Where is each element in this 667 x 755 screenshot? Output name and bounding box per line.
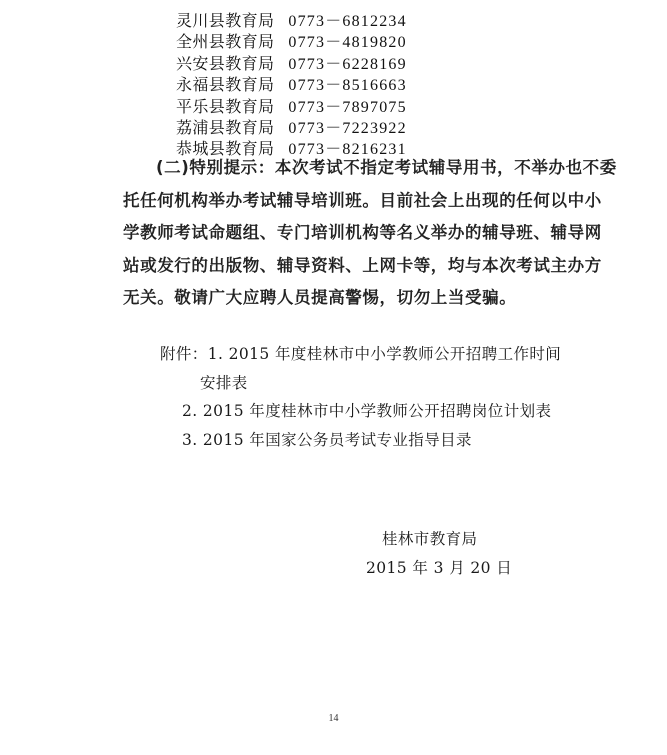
contact-name: 恭城县教育局 bbox=[176, 139, 275, 159]
contact-name: 灵川县教育局 bbox=[176, 11, 275, 30]
contact-phone: 0773－6812234 bbox=[288, 13, 407, 30]
contact-phone: 0773－4819820 bbox=[288, 34, 407, 52]
attachment-item: 2. 2015 年度桂林市中小学教师公开招聘岗位计划表 bbox=[182, 402, 552, 420]
contact-row bbox=[176, 32, 407, 53]
contact-list bbox=[176, 11, 407, 161]
signature-block bbox=[366, 525, 513, 582]
notice-line: 站或发行的出版物、辅导资料、上网卡等，均与本次考试主办方 bbox=[123, 255, 602, 275]
page-number: 14 bbox=[328, 713, 339, 724]
issue-date: 2015 年 3 月 20 日 bbox=[366, 558, 513, 577]
contact-name: 永福县教育局 bbox=[176, 75, 275, 95]
notice-line: 学教师考试命题组、专门培训机构等名义举办的辅导班、辅导网 bbox=[123, 223, 602, 242]
contact-phone: 0773－7897075 bbox=[288, 98, 407, 116]
attachments-label: 附件： bbox=[160, 345, 208, 363]
notice-line: 无关。敬请广大应聘人员提高警惕，切勿上当受骗。 bbox=[123, 288, 517, 307]
contact-name: 平乐县教育局 bbox=[176, 96, 275, 116]
contact-phone: 0773－8216231 bbox=[288, 141, 407, 159]
contact-row bbox=[176, 97, 407, 118]
attachment-item: 1. 2015 年度桂林市中小学教师公开招聘工作时间 bbox=[207, 345, 562, 363]
contact-row bbox=[176, 118, 407, 139]
notice-line: (二)特别提示：本次考试不指定考试辅导用书，不举办也不委 bbox=[156, 158, 617, 177]
attachment-item: 3. 2015 年国家公务员考试专业指导目录 bbox=[182, 430, 472, 449]
attachment-item-continued: 安排表 bbox=[200, 373, 248, 392]
contact-name: 全州县教育局 bbox=[176, 32, 275, 52]
contact-row bbox=[176, 54, 407, 75]
attachment-row bbox=[160, 340, 561, 369]
contact-phone: 0773－6228169 bbox=[288, 55, 407, 73]
contact-phone: 0773－7223922 bbox=[288, 120, 407, 138]
special-notice bbox=[123, 152, 617, 315]
contact-name: 兴安县教育局 bbox=[176, 53, 275, 73]
contact-name: 荔浦县教育局 bbox=[176, 118, 275, 138]
contact-row bbox=[176, 75, 407, 96]
attachments-section bbox=[160, 340, 561, 454]
contact-row bbox=[176, 11, 407, 32]
contact-phone: 0773－8516663 bbox=[288, 77, 407, 95]
issuing-organization: 桂林市教育局 bbox=[382, 530, 478, 548]
notice-line: 托任何机构举办考试辅导培训班。目前社会上出现的任何以中小 bbox=[123, 190, 602, 210]
